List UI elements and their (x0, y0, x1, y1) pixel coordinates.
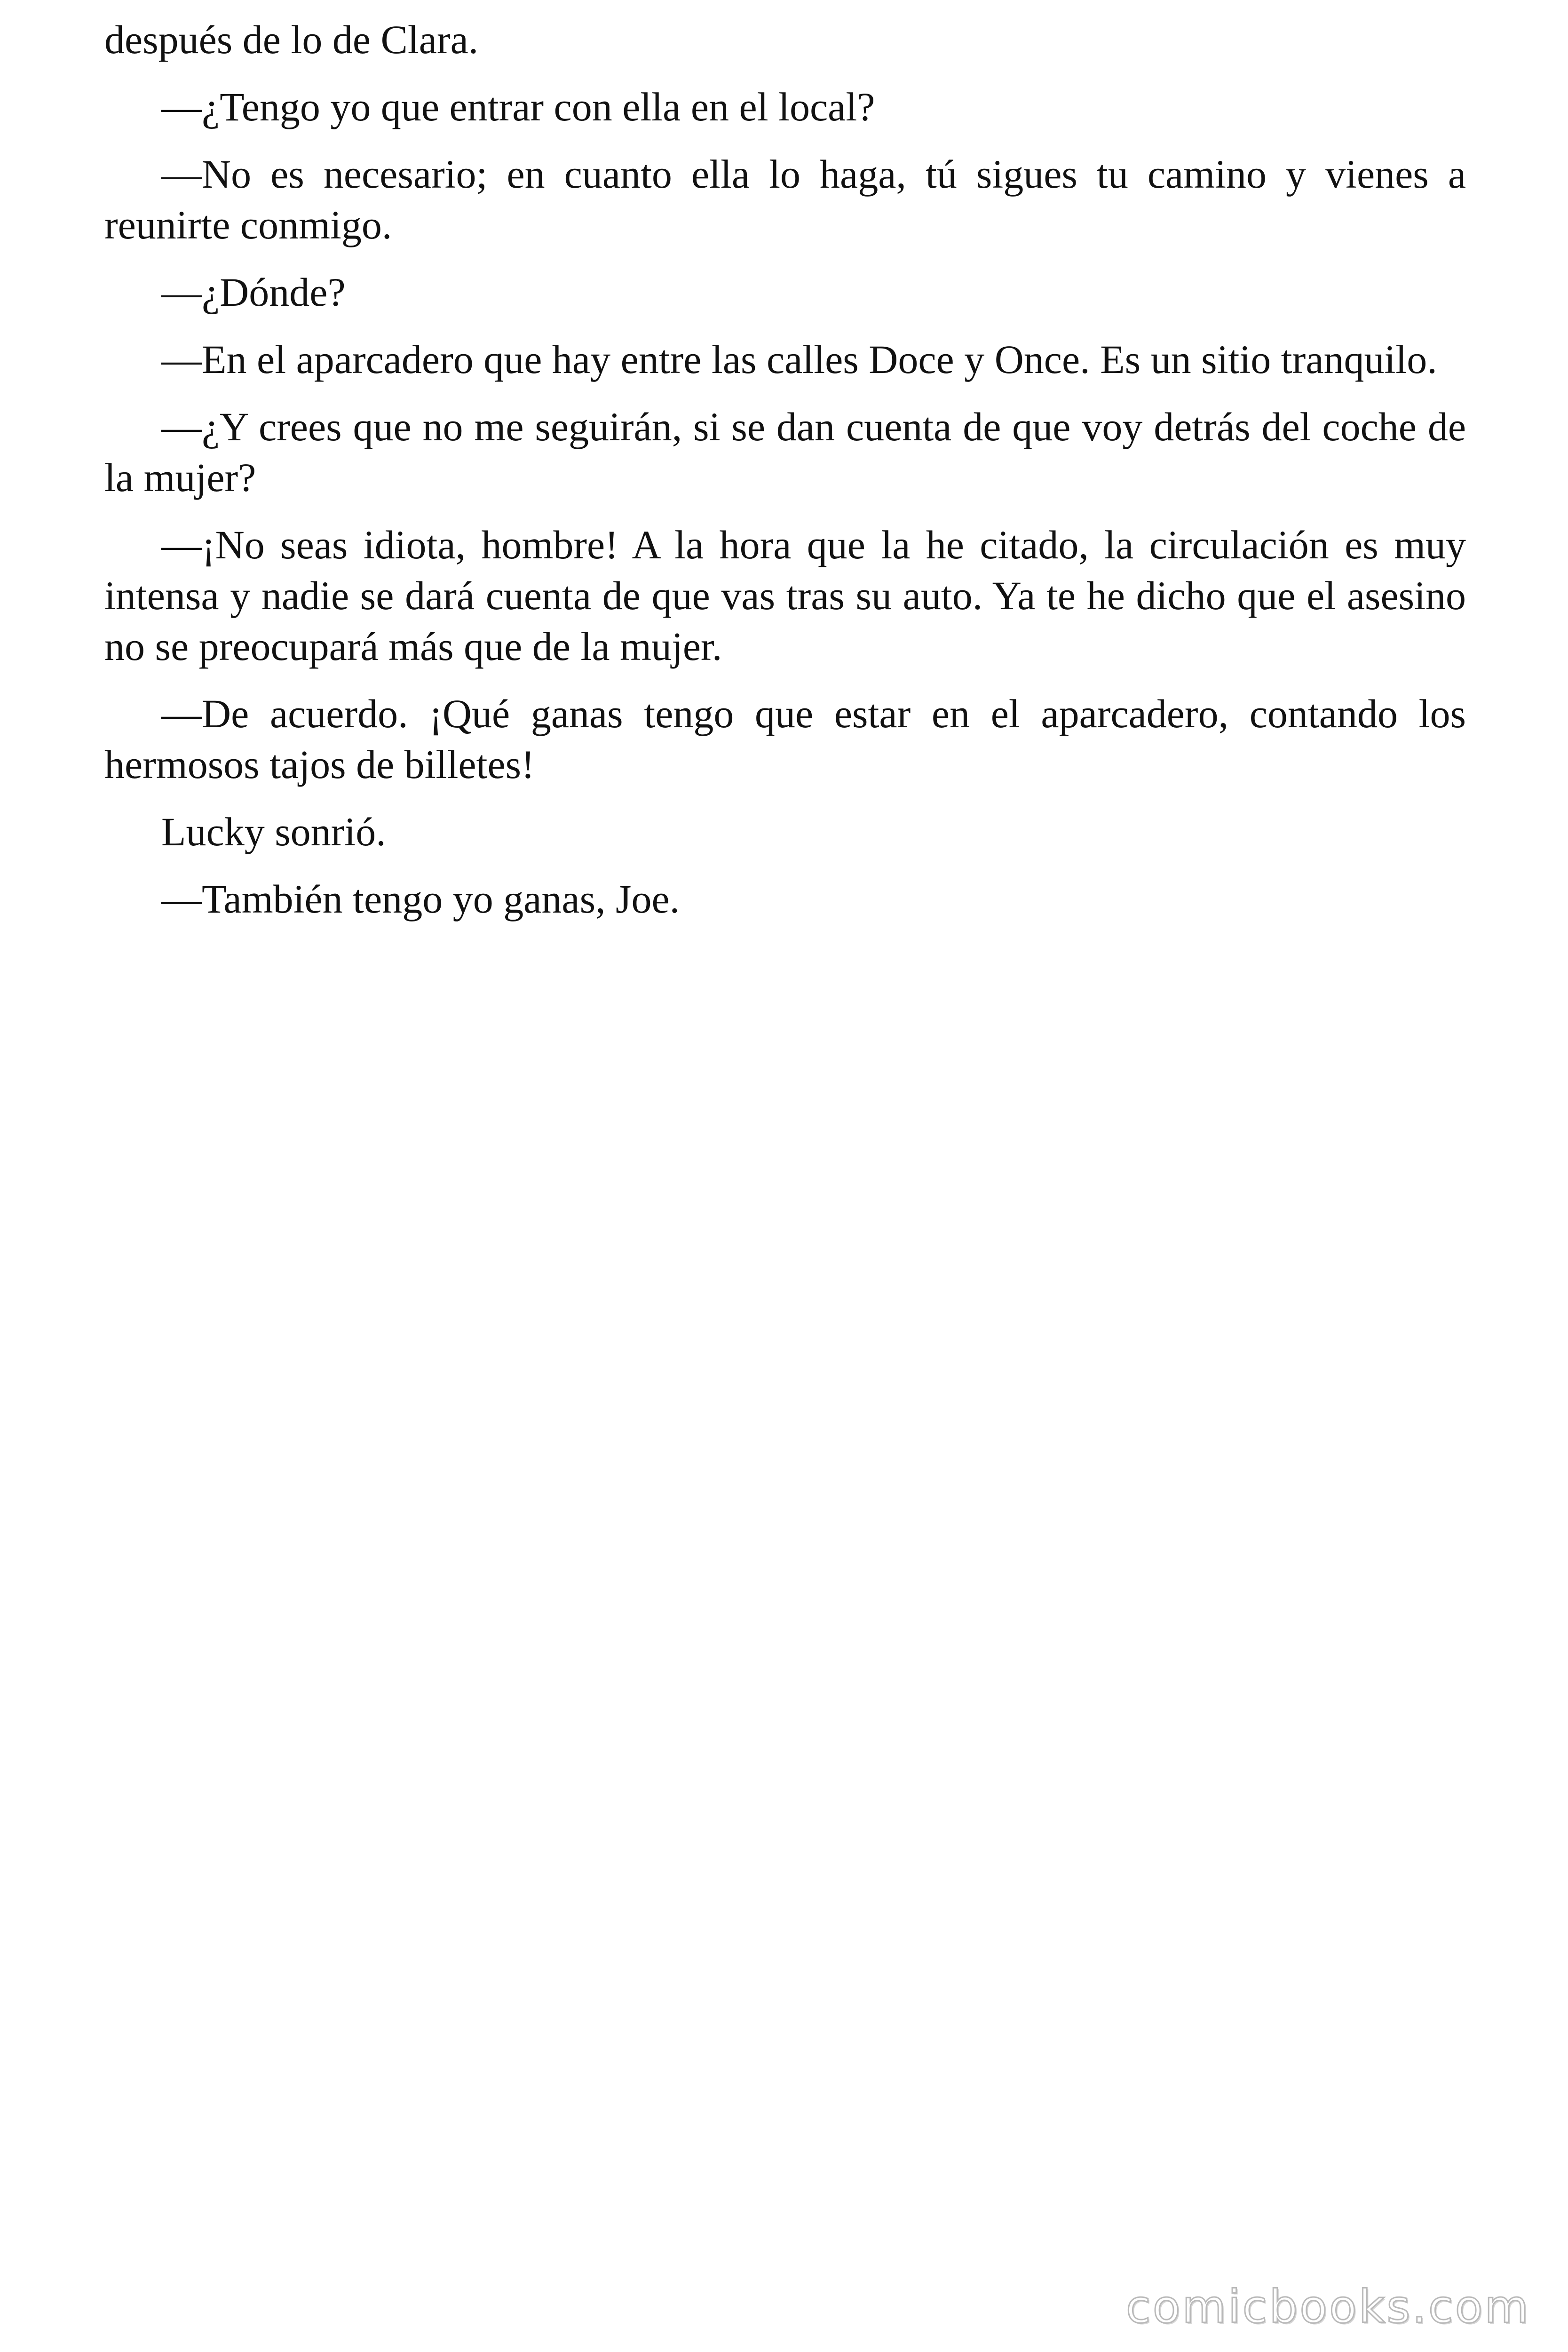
paragraph: —¡No seas idiota, hombre! A la hora que la he citado, la circulación es muy intensa y nadie se dará cuenta de que vas tras su auto. Ya te he dicho que el asesino no se preocupará más que de la mujer. (104, 522, 1466, 669)
paragraph: —¿Tengo yo que entrar con ella en el local? (161, 84, 875, 129)
site-watermark: comicbooks.com (1125, 2280, 1530, 2333)
paragraph: —¿Dónde? (161, 270, 346, 315)
paragraph: —También tengo yo ganas, Joe. (161, 876, 680, 922)
paragraph: —En el aparcadero que hay entre las calles Doce y Once. Es un sitio tranquilo. (161, 337, 1437, 382)
paragraph: después de lo de Clara. (104, 17, 479, 62)
paragraph: —No es necesario; en cuanto ella lo haga, tú sigues tu camino y vienes a reunirte conmigo. (104, 151, 1466, 247)
paragraph: Lucky sonrió. (161, 809, 386, 854)
paragraph: —¿Y crees que no me seguirán, si se dan cuenta de que voy detrás del coche de la mujer? (104, 404, 1466, 500)
body-text (104, 14, 1466, 941)
paragraph: —De acuerdo. ¡Qué ganas tengo que estar en el aparcadero, contando los hermosos tajos de billetes! (104, 691, 1466, 787)
